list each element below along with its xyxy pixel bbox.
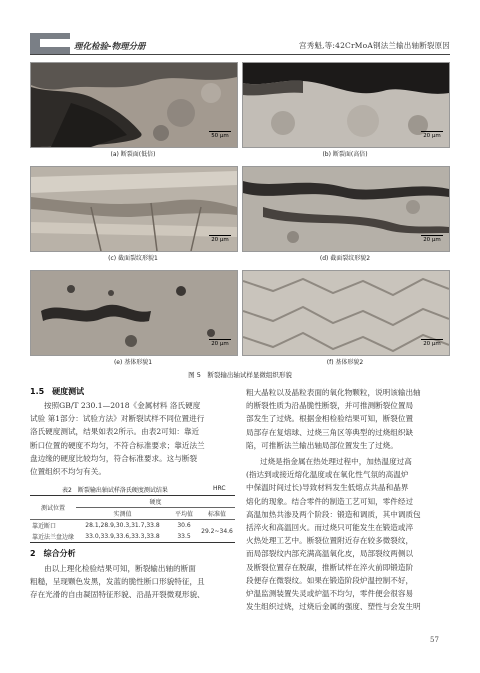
scale-bar-f: 20 μm bbox=[421, 339, 443, 348]
table-caption: 表2 断裂输出轴试样洛氏硬度测试结果 bbox=[62, 487, 168, 494]
text-line: 段便存在微裂纹。如果在锻造阶段炉温控制不好， bbox=[246, 575, 414, 585]
running-title: 宫秀魁,等:42CrMoA钢法兰输出轴断裂原因 bbox=[299, 41, 450, 50]
text-line: 发生组织过烧，过烧后金属的强度、塑性与会发生明 bbox=[246, 602, 421, 612]
cell-standard: 29.2~34.6 bbox=[201, 527, 233, 535]
cell-location: 靠近断口 bbox=[32, 523, 57, 530]
text-line: 炉温监测装置失灵或炉温不均匀，零件便会很容易 bbox=[246, 589, 414, 599]
section-1-5-heading: 1.5 硬度测试 bbox=[30, 387, 85, 396]
text-line: 陷，可推断法兰输出轴局部位置发生了过烧。 bbox=[246, 440, 398, 450]
text-line: 而局部裂纹内部充满高温氧化皮，局部裂纹两侧以 bbox=[246, 549, 414, 559]
caption-e: (e) 基体形貌1 bbox=[113, 359, 153, 366]
th-location: 测试位置 bbox=[30, 496, 76, 520]
text-line: 断口位置的硬度不均匀，不符合标准要求；靠近法兰 bbox=[30, 440, 205, 450]
th-mean: 平均值 bbox=[169, 508, 199, 520]
scale-bar-a: 50 μm bbox=[209, 131, 231, 140]
text-line: 位置组织不均匀有关。 bbox=[30, 467, 106, 477]
text-line: 按照GB/T 230.1—2018《金属材料 洛氏硬度 bbox=[44, 401, 201, 410]
figure-caption: 图 5 断裂输出轴试样显微组织形貌 bbox=[188, 371, 292, 379]
text-line: 过烧是指金属在热处理过程中，加热温度过高 bbox=[260, 457, 412, 466]
caption-a: (a) 断裂面(低倍) bbox=[110, 151, 156, 158]
caption-f: (f) 基体形貌2 bbox=[326, 359, 364, 366]
text-line: 及断裂位置存在脱碳，推断试样在淬火前即锻造阶 bbox=[246, 562, 414, 572]
caption-c: (c) 截面裂纹形貌1 bbox=[108, 255, 158, 262]
scale-bar-e: 20 μm bbox=[209, 339, 231, 348]
right-paragraph-2 bbox=[246, 455, 449, 613]
text-line: 熔化的现象。结合零件的制造工艺可知，零件经过 bbox=[246, 496, 414, 506]
journal-name: 理化检验-物理分册 bbox=[74, 42, 146, 52]
journal-logo bbox=[30, 33, 70, 55]
scale-bar-c: 20 μm bbox=[209, 235, 231, 244]
text-line: 括淬火和高温回火。而过烧只可能发生在锻造或淬 bbox=[246, 523, 414, 533]
text-line: 盘边缘的硬度比较均匀，符合标准要求。这与断裂 bbox=[30, 453, 198, 463]
micrograph-e bbox=[30, 270, 238, 356]
th-standard: 标准值 bbox=[199, 508, 235, 520]
micrograph-a bbox=[30, 62, 238, 148]
text-line: 中保温时间过长)导致材料发生低熔点共晶和晶界 bbox=[246, 483, 409, 493]
section-2-paragraph bbox=[30, 562, 233, 602]
text-line: 粗糙，呈现颗色发黑，发蓝的脆性断口形貌特征，且 bbox=[30, 577, 205, 587]
text-line: 高温加热共渗及两个阶段：锻造和调质，其中调质包 bbox=[246, 509, 421, 519]
cell-location: 靠近法兰盘边缘 bbox=[32, 534, 75, 541]
cell-measured: 33.0,33.9,33.6,33.3,33.8 bbox=[85, 533, 160, 540]
text-line: 粗大晶粒以及晶粒表面的氧化物颗粒，说明该输出轴 bbox=[246, 388, 421, 397]
text-line: 的断裂性质为沿晶脆性断裂，并可推测断裂位置局 bbox=[246, 401, 414, 411]
text-line: 洛氏硬度测试，结果如表2所示。由表2可知：靠近 bbox=[30, 427, 200, 437]
micrograph-f-image bbox=[243, 271, 449, 355]
header-rule bbox=[30, 54, 450, 55]
table-unit: HRC bbox=[213, 485, 226, 492]
page-number: 57 bbox=[430, 636, 439, 644]
micrograph-f bbox=[242, 270, 450, 356]
micrograph-d-image bbox=[243, 167, 449, 251]
micrograph-e-image bbox=[31, 271, 237, 355]
micrograph-c bbox=[30, 166, 238, 252]
th-hardness: 硬度 bbox=[76, 496, 235, 508]
section-2-heading: 2 综合分析 bbox=[30, 549, 76, 558]
text-line: 试验 第1部分：试验方法》对断裂试样不同位置进行 bbox=[30, 414, 205, 424]
micrograph-d bbox=[242, 166, 450, 252]
micrograph-a-image bbox=[31, 63, 237, 147]
text-line: 火热处理工艺中。断裂位置附近存在较多微裂纹， bbox=[246, 536, 414, 546]
text-line: 存在光滑的自由凝固特征形貌、沿晶开裂微观形貌、 bbox=[30, 590, 205, 600]
caption-b: (b) 断裂面(高倍) bbox=[322, 151, 368, 158]
text-line: (指达到或接近熔化温度或在氧化性气氛的高温炉 bbox=[246, 470, 409, 480]
caption-d: (d) 截面裂纹形貌2 bbox=[319, 255, 371, 262]
micrograph-b-image bbox=[243, 63, 449, 147]
cell-mean: 30.6 bbox=[177, 522, 191, 529]
cell-measured: 28.1,28.9,30.3,31.7,33.8 bbox=[85, 522, 160, 529]
cell-mean: 33.5 bbox=[177, 533, 191, 540]
hardness-table bbox=[30, 495, 235, 543]
micrograph-c-image bbox=[31, 167, 237, 251]
section-1-5-paragraph bbox=[30, 399, 233, 478]
th-measured: 实测值 bbox=[76, 508, 169, 520]
scale-bar-b: 20 μm bbox=[421, 131, 443, 140]
table-row bbox=[30, 520, 235, 532]
text-line: 部发生了过烧。根据金相检验结果可知，断裂位置 bbox=[246, 414, 414, 424]
text-line: 局部存在复熔球、过烧三角区等典型的过烧组织缺 bbox=[246, 427, 414, 437]
micrograph-b bbox=[242, 62, 450, 148]
right-paragraph-1 bbox=[246, 386, 449, 452]
scale-bar-d: 20 μm bbox=[421, 235, 443, 244]
text-line: 由以上理化检验结果可知，断裂输出轴的断面 bbox=[44, 564, 196, 573]
